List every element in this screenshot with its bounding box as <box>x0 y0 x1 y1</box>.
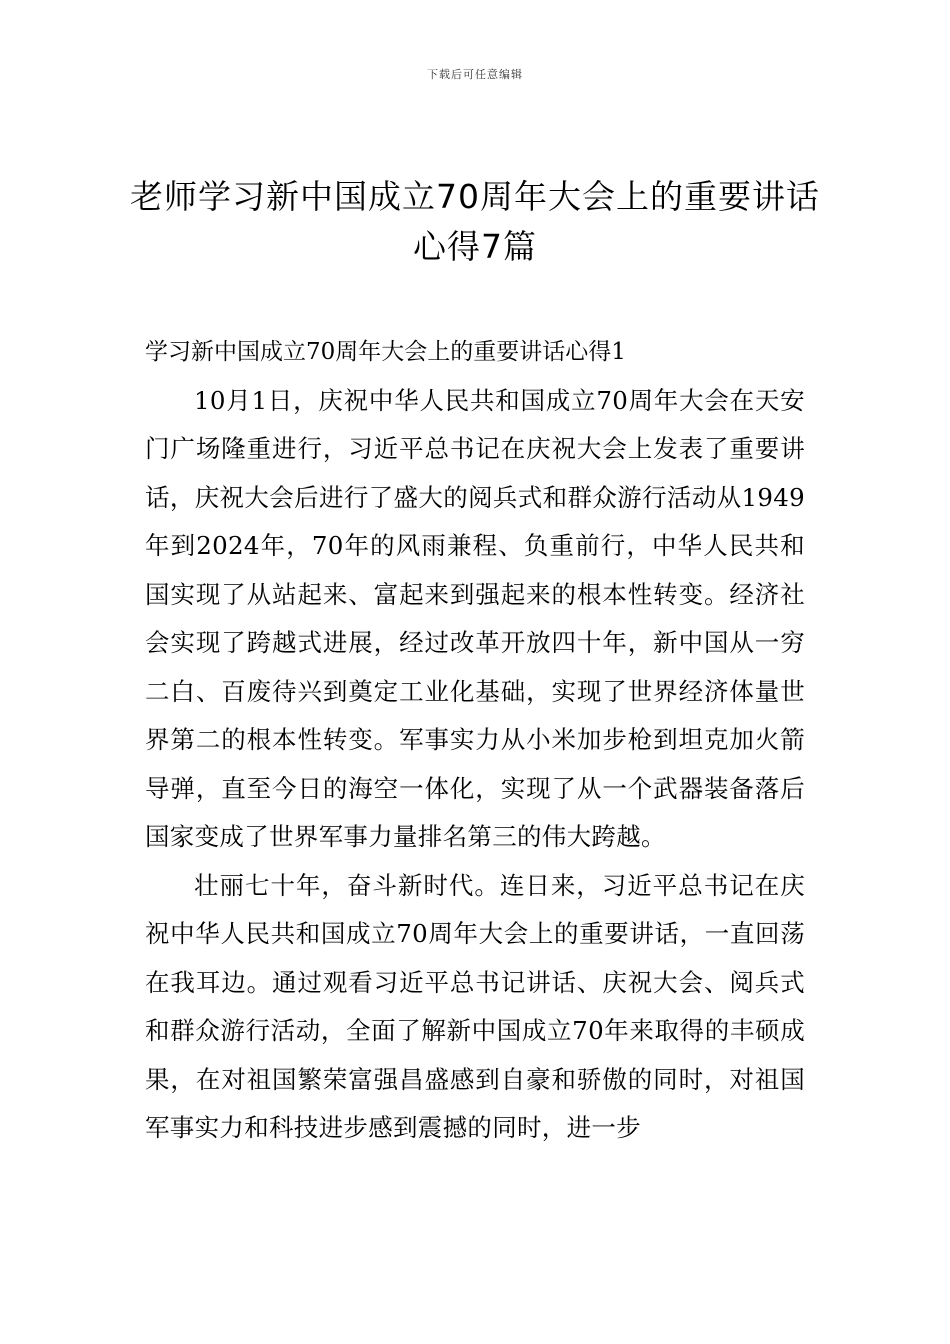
document-body <box>145 328 805 1153</box>
header-note: 下载后可任意编辑 <box>427 68 523 81</box>
paragraph-2: 壮丽七十年，奋斗新时代。连日来，习近平总书记在庆祝中华人民共和国成立70周年大会上的重要讲话，一直回荡在我耳边。通过观看习近平总书记讲话、庆祝大会、阅兵式和群众游行活动，全面了解新中国成立70年来取得的丰硕成果，在对祖国繁荣富强昌盛感到自豪和骄傲的同时，对祖国军事实力和科技进步感到震撼的同时，进一步 <box>145 870 805 1142</box>
document-title: 老师学习新中国成立70周年大会上的重要讲话心得7篇 <box>130 177 820 266</box>
paragraph-1: 10月1日，庆祝中华人民共和国成立70周年大会在天安门广场隆重进行，习近平总书记在庆祝大会上发表了重要讲话，庆祝大会后进行了盛大的阅兵式和群众游行活动从1949年到2024年，70年的风雨兼程、负重前行，中华人民共和国实现了从站起来、富起来到强起来的根本性转变。经济社会实现了跨越式进展，经过改革开放四十年，新中国从一穷二白、百废待兴到奠定工业化基础，实现了世界经济体量世界第二的根本性转变。军事实力从小米加步枪到坦克加火箭导弹，直至今日的海空一体化，实现了从一个武器装备落后国家变成了世界军事力量排名第三的伟大跨越。 <box>145 385 805 851</box>
section-heading: 学习新中国成立70周年大会上的重要讲话心得1 <box>145 339 626 365</box>
